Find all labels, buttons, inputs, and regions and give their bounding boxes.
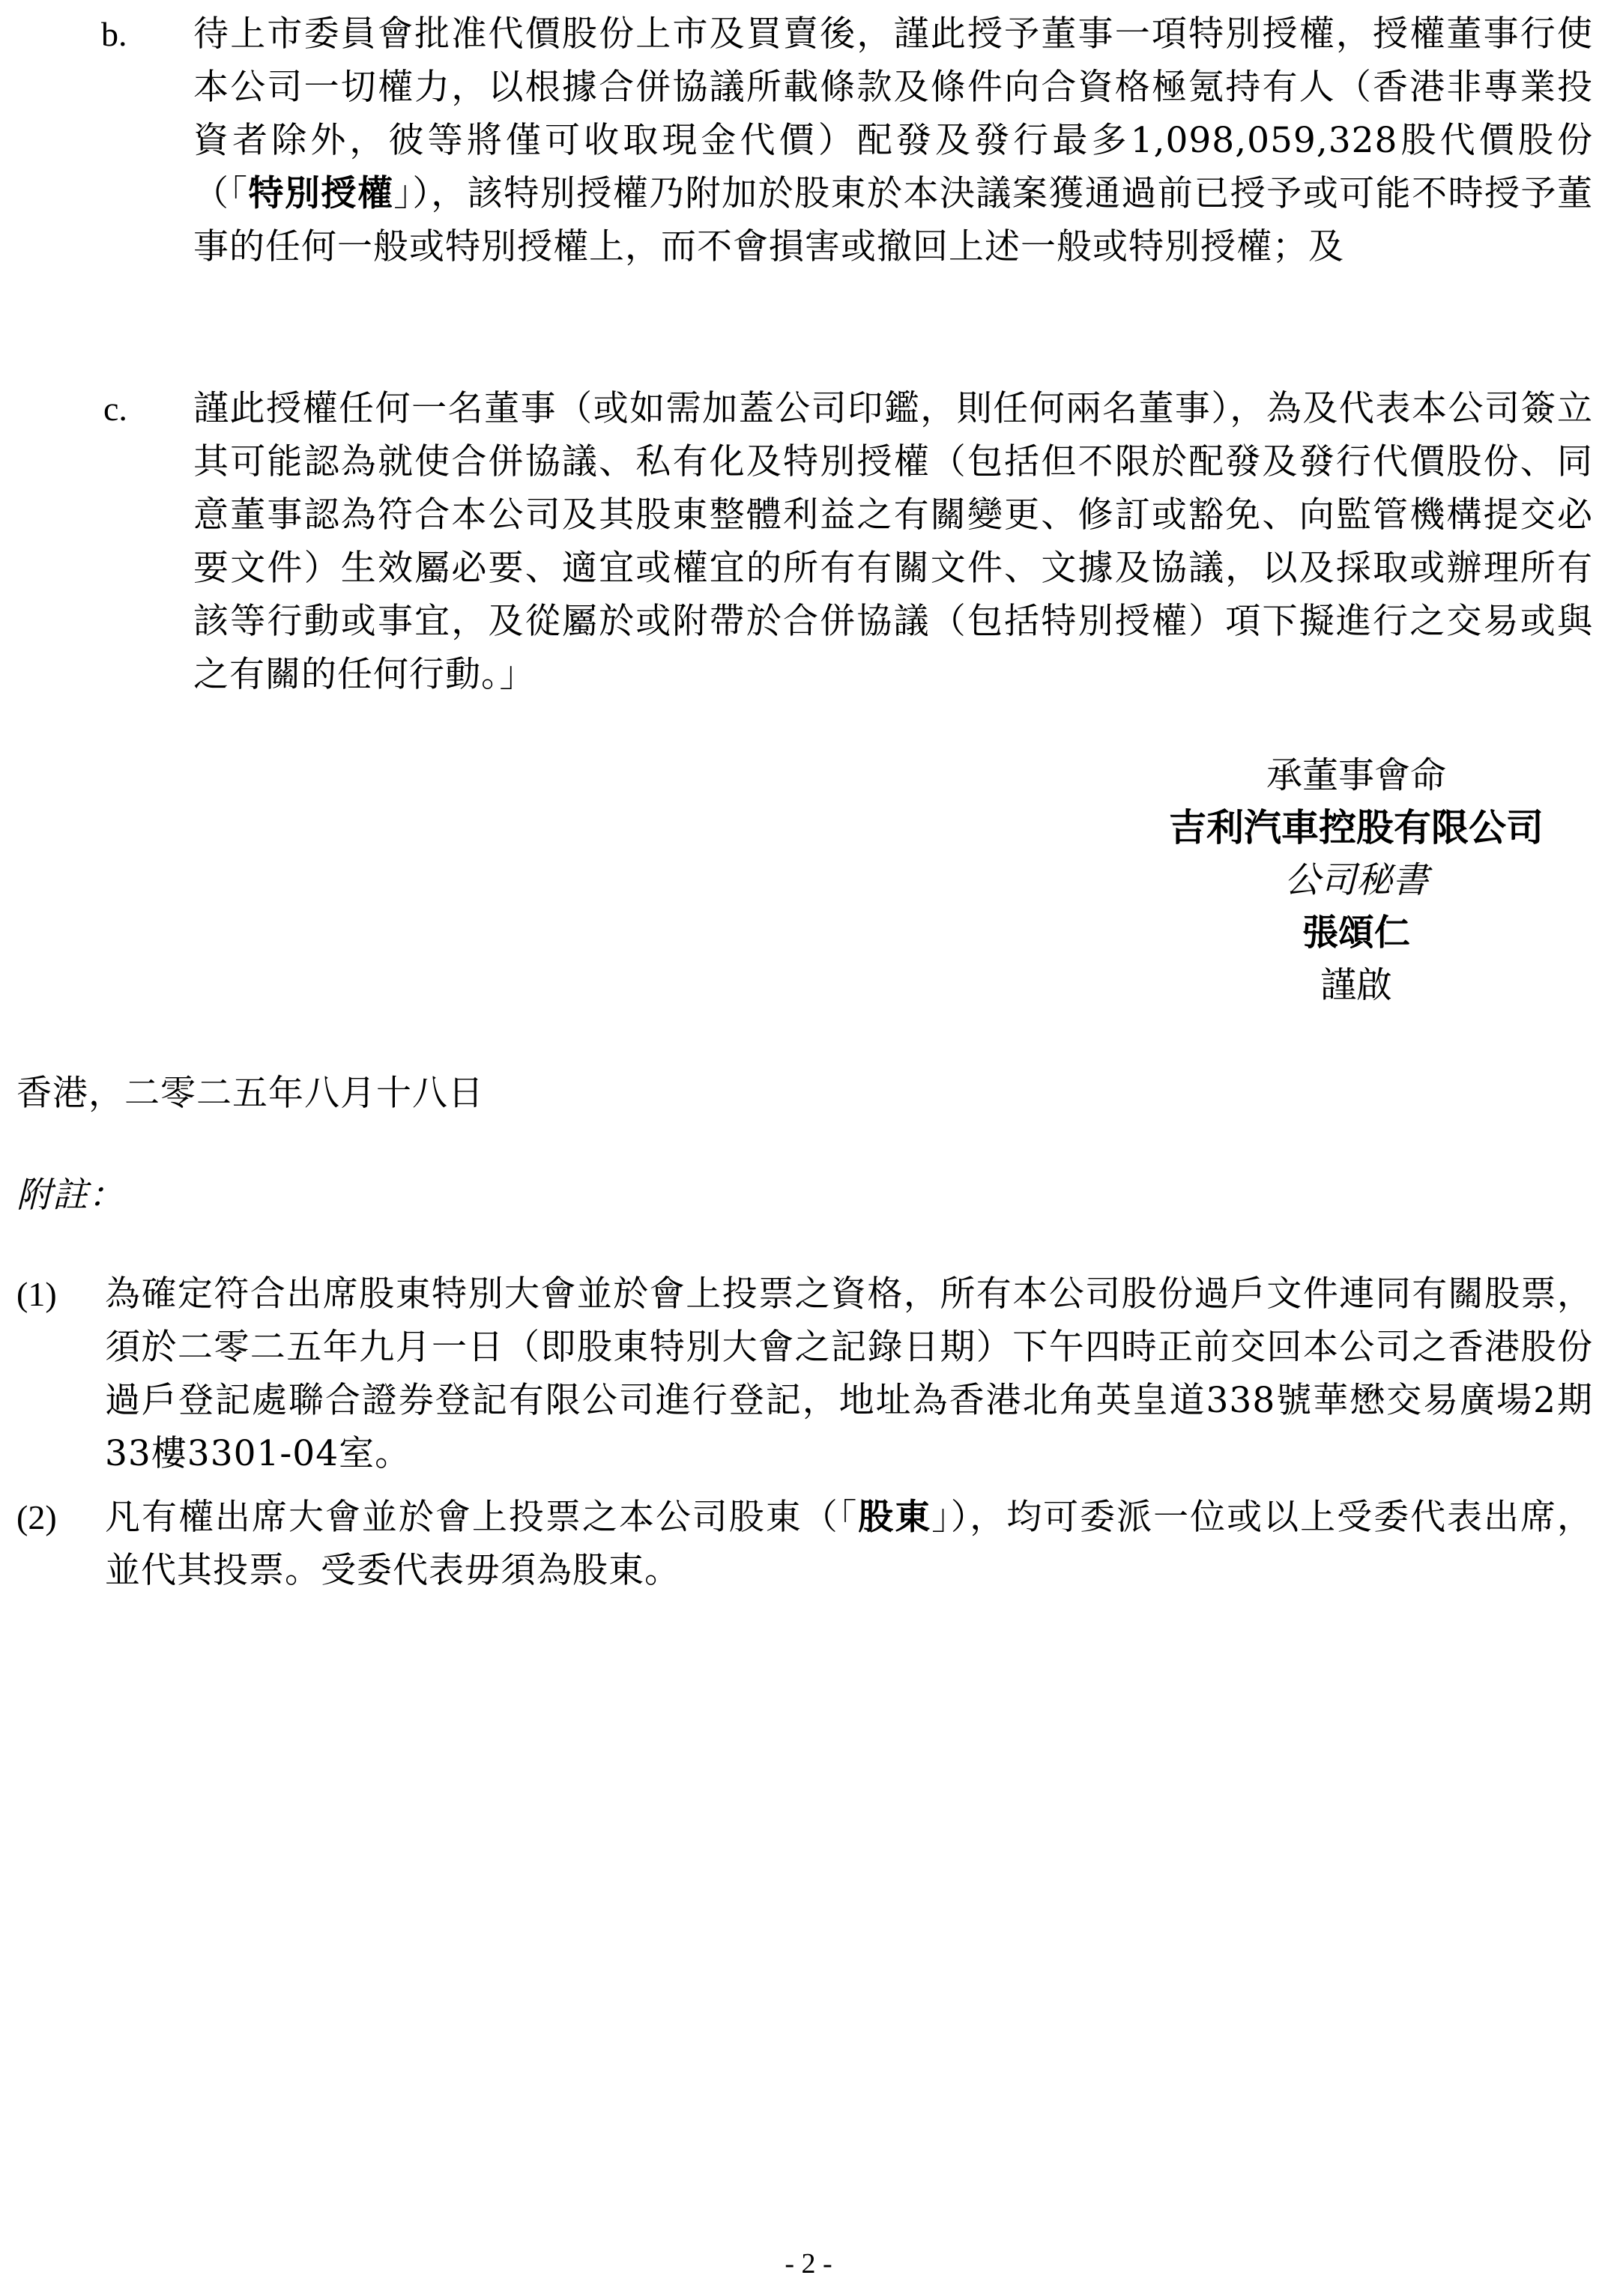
note-1: 為確定符合出席股東特別大會並於會上投票之資格，所有本公司股份過戶文件連同有關股票，須於二零二五年九月一日（即股東特別大會之記錄日期）下午四時正前交回本公司之香港股份過戶登記處聯合證券登記有限公司進行登記，地址為香港北角英皇道338號華懋交易廣場2期33樓3301-04室。 xyxy=(105,1273,1593,1474)
item-marker-b: b. xyxy=(101,15,127,53)
note-marker-1: (1) xyxy=(16,1275,57,1313)
item-b-text-before: 待上市委員會批准代價股份上市及買賣後，謹此授予董事一項特別授權，授權董事行使本公司一切權力，以根據合併協議所載條款及條件向合資格極氪持有人（香港非專業投資者除外，彼等將僅可收取現金代價）配發及發行最多1,098,059,328股代價股份（「 xyxy=(193,13,1593,214)
notes-heading: 附註： xyxy=(16,1175,124,1216)
term-shareholders: 股東 xyxy=(858,1497,932,1538)
item-b-text-after: 」），該特別授權乃附加於股東於本決議案獲通過前已授予或可能不時授予董事的任何一般或特別授權上，而不會損害或撤回上述一般或特別授權；及 xyxy=(193,173,1594,267)
note-2-text-after: 」），均可委派一位或以上受委代表出席，並代其投票。受委代表毋須為股東。 xyxy=(105,1497,1594,1591)
signature-block xyxy=(1124,749,1589,1011)
page-number: - 2 - xyxy=(785,2248,832,2280)
signature-name: 張頌仁 xyxy=(1302,912,1410,954)
resolution-item-c: 謹此授權任何一名董事（或如需加蓋公司印鑑，則任何兩名董事），為及代表本公司簽立其可能認為就使合併協議、私有化及特別授權（包括但不限於配發及發行代價股份、同意董事認為符合本公司及其股東整體利益之有關變更、修訂或豁免、向監管機構提交必要文件）生效屬必要、適宜或權宜的所有有關文件、文據及協議，以及採取或辦理所有該等行動或事宜，及從屬於或附帶於合併協議（包括特別授權）項下擬進行之交易或與之有關的任何行動。」 xyxy=(193,388,1593,695)
signature-by-order: 承董事會命 xyxy=(1266,754,1446,796)
note-2-text-before: 凡有權出席大會並於會上投票之本公司股東（「 xyxy=(105,1497,859,1538)
signature-closing: 謹啟 xyxy=(1320,964,1392,1006)
note-marker-2: (2) xyxy=(16,1498,57,1536)
term-special-mandate: 特別授權 xyxy=(248,173,394,214)
item-marker-c: c. xyxy=(103,390,127,428)
note-2 xyxy=(105,1491,1593,1597)
signature-role: 公司秘書 xyxy=(1284,859,1428,901)
place-date: 香港，二零二五年八月十八日 xyxy=(16,1073,484,1114)
resolution-item-b xyxy=(193,7,1593,273)
signature-company-name: 吉利汽車控股有限公司 xyxy=(1169,805,1544,849)
